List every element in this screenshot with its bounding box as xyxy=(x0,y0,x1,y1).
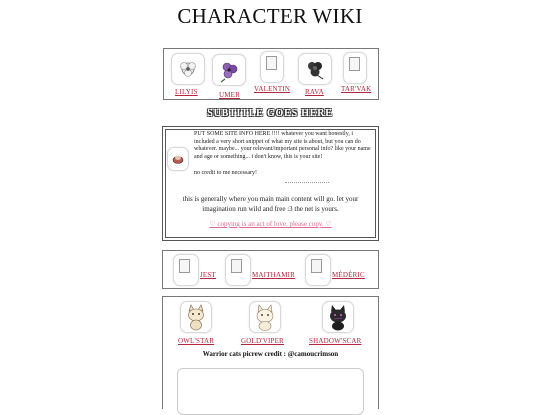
white-flower-icon xyxy=(172,54,204,84)
character-link-jest[interactable]: JEST xyxy=(200,271,216,279)
warrior-cats-panel xyxy=(162,296,379,409)
character-card-mederic[interactable] xyxy=(305,254,375,286)
broken-image-icon xyxy=(179,259,190,273)
character-card-jest[interactable] xyxy=(173,254,223,286)
character-card-rava[interactable] xyxy=(296,51,334,97)
broken-image-icon xyxy=(349,57,360,71)
cream-cat-icon xyxy=(181,302,211,332)
character-link-owlstar[interactable]: OWL'STAR xyxy=(178,337,215,345)
credit-note: no credit to me necessary! xyxy=(194,170,257,176)
character-link-mederic[interactable]: MÉDÉRIC xyxy=(332,271,365,279)
character-link-shadowscar[interactable]: SHADOW'SCAR xyxy=(309,337,362,345)
character-card-goldviper[interactable] xyxy=(239,301,293,345)
mid-character-strip xyxy=(162,250,379,289)
small-creature-icon xyxy=(168,148,188,170)
character-link-maithamir[interactable]: MAITHAMIR xyxy=(252,271,296,279)
main-content-text: this is generally where you main main content will go. let your imagination run wild and free :3 the net is yours. xyxy=(182,195,359,213)
page-subtitle: SUBTITLE GOES HERE xyxy=(207,108,333,119)
character-link-goldviper[interactable]: GOLD'VIPER xyxy=(241,337,284,345)
info-panel xyxy=(162,126,379,241)
broken-image-icon xyxy=(231,259,242,273)
character-thumbnail[interactable] xyxy=(298,53,332,85)
character-thumbnail[interactable] xyxy=(225,254,251,286)
picrew-credit: Warrior cats picrew credit : @camoucrimson xyxy=(202,350,339,358)
character-thumbnail[interactable] xyxy=(171,53,205,85)
character-thumbnail[interactable] xyxy=(249,301,281,333)
character-card-shadowscar[interactable] xyxy=(309,301,369,345)
character-card-maithamir[interactable] xyxy=(225,254,305,286)
character-link-umer[interactable]: UMER xyxy=(219,91,241,99)
top-character-strip xyxy=(163,48,379,100)
character-card-owlstar[interactable] xyxy=(173,301,219,345)
character-thumbnail[interactable] xyxy=(180,301,212,333)
site-info-text: PUT SOME SITE INFO HERE !!!! whatever you want honestly, i included a very short snippet of what my site is about, but you can do whatever. maybe... your relevant/important personal info? like your name and age or something... i don't know, this is your site! xyxy=(194,131,371,160)
broken-image-icon xyxy=(311,259,322,273)
character-thumbnail[interactable] xyxy=(173,254,199,286)
character-thumbnail[interactable] xyxy=(260,51,284,83)
character-link-valentin[interactable]: VALENTIN xyxy=(254,85,291,93)
broken-image-icon xyxy=(266,56,277,70)
character-card-lilyis[interactable] xyxy=(168,51,206,97)
avatar xyxy=(167,147,189,171)
purple-flower-icon xyxy=(213,55,245,85)
character-link-tarvak[interactable]: TAR'VAK xyxy=(341,85,372,93)
copying-love-link[interactable]: ♡ copying is an act of love. please copy. ♡ xyxy=(209,220,332,228)
character-thumbnail[interactable] xyxy=(322,301,354,333)
character-card-valentin[interactable] xyxy=(254,51,292,97)
character-thumbnail[interactable] xyxy=(343,52,367,84)
character-link-lilyis[interactable]: LILYIS xyxy=(175,88,198,96)
divider xyxy=(285,182,329,183)
black-cat-icon xyxy=(323,302,353,332)
character-card-tarvak[interactable] xyxy=(338,51,376,97)
character-link-rava[interactable]: RAVA xyxy=(305,88,324,96)
character-thumbnail[interactable] xyxy=(212,54,246,86)
character-card-umer[interactable] xyxy=(210,51,248,97)
character-thumbnail[interactable] xyxy=(305,254,331,286)
pale-cat-icon xyxy=(250,302,280,332)
dark-flower-icon xyxy=(299,54,331,84)
content-scroll-area[interactable] xyxy=(177,368,364,415)
page-title: CHARACTER WIKI xyxy=(177,4,363,28)
